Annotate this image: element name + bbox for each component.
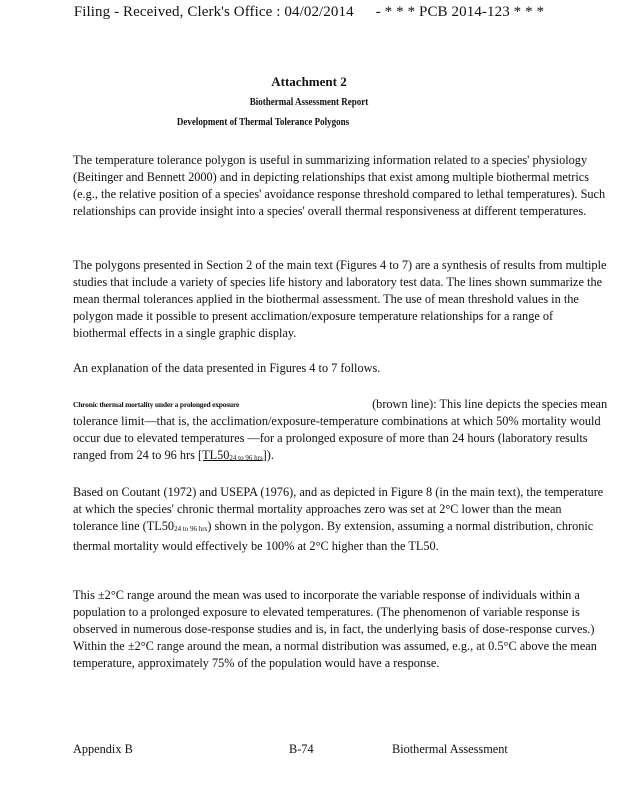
paragraph-intro: The temperature tolerance polygon is useful in summarizing information related to a species' physiology (Beitinger and Bennett 2000) and in depicting relationships that exist among multiple biothermal metrics (e.g., the relative position of a species' avoidance response threshold compared to lethal temperatures). Such relationships can provide insight into a species' overall thermal responsiveness at different temperatures. [73, 153, 606, 218]
coutant-text-a: Based on Coutant (1972) and USEPA (1976), and as depicted in Figure 8 (in the main text), the temperature at which the species' chronic thermal mortality approaches zero was set at 2°C lower than the mean tolerance line (TL50 [73, 485, 604, 533]
report-title: Biothermal Assessment Report [249, 97, 369, 108]
coutant-subscript: 24 to 96 hrs [174, 525, 208, 533]
attachment-title: Attachment 2 [271, 74, 347, 89]
footer-page-number: B-74 [289, 742, 314, 756]
paragraph-coutant [73, 484, 609, 555]
footer-appendix: Appendix B [73, 742, 133, 756]
chronic-mortality-label: Chronic thermal mortality under a prolonged exposure [73, 400, 240, 409]
paragraph-explanation: An explanation of the data presented in Figures 4 to 7 follows. [73, 361, 381, 375]
paragraph-range: This ±2°C range around the mean was used to incorporate the variable response of individuals within a population to a prolonged exposure to elevated temperatures. (The phenomenon of variable response is observed in numerous dose-response studies and is, in fact, the underlying basis of dose-response curves.) Within the ±2°C range around the mean, a normal distribution was assumed, e.g., at 0.5°C above the mean temperature, approximately 75% of the population would have a response. [73, 588, 597, 670]
filing-stamp: Filing - Received, Clerk's Office : 04/02/2014 [73, 4, 354, 20]
paragraph-chronic-mortality [73, 396, 609, 467]
case-number: - * * * PCB 2014-123 * * * [375, 4, 545, 20]
chronic-mortality-text-b: ]). [262, 448, 274, 462]
chronic-mortality-text-a: (brown line): This line depicts the species mean tolerance limit—that is, the acclimation/exposure-temperature combinations at which 50% mortality would occur due to elevated temperatures —for a prolonged exposure of more than 24 hours (laboratory results ranged from 24 to 96 hrs [73, 397, 608, 462]
filing-header [0, 4, 618, 21]
footer-report-name: Biothermal Assessment [392, 742, 508, 756]
paragraph-polygons: The polygons presented in Section 2 of the main text (Figures 4 to 7) are a synthesis of results from multiple studies that include a variety of species life history and laboratory test data. The lines shown summarize the mean thermal tolerances applied in the biothermal assessment. The use of mean threshold values in the polygon made it possible to present acclimation/exposure temperature relationships for a range of biothermal effects in a single graphic display. [73, 258, 607, 340]
section-title: Development of Thermal Tolerance Polygons [176, 117, 350, 128]
coutant-text-b: ) shown in the polygon. By extension, assuming a normal distribution, chronic thermal mortality would effectively be 100% at 2°C higher than the TL50. [73, 519, 594, 553]
tl50-reference: [TL5024 to 96 hrs [198, 448, 263, 462]
